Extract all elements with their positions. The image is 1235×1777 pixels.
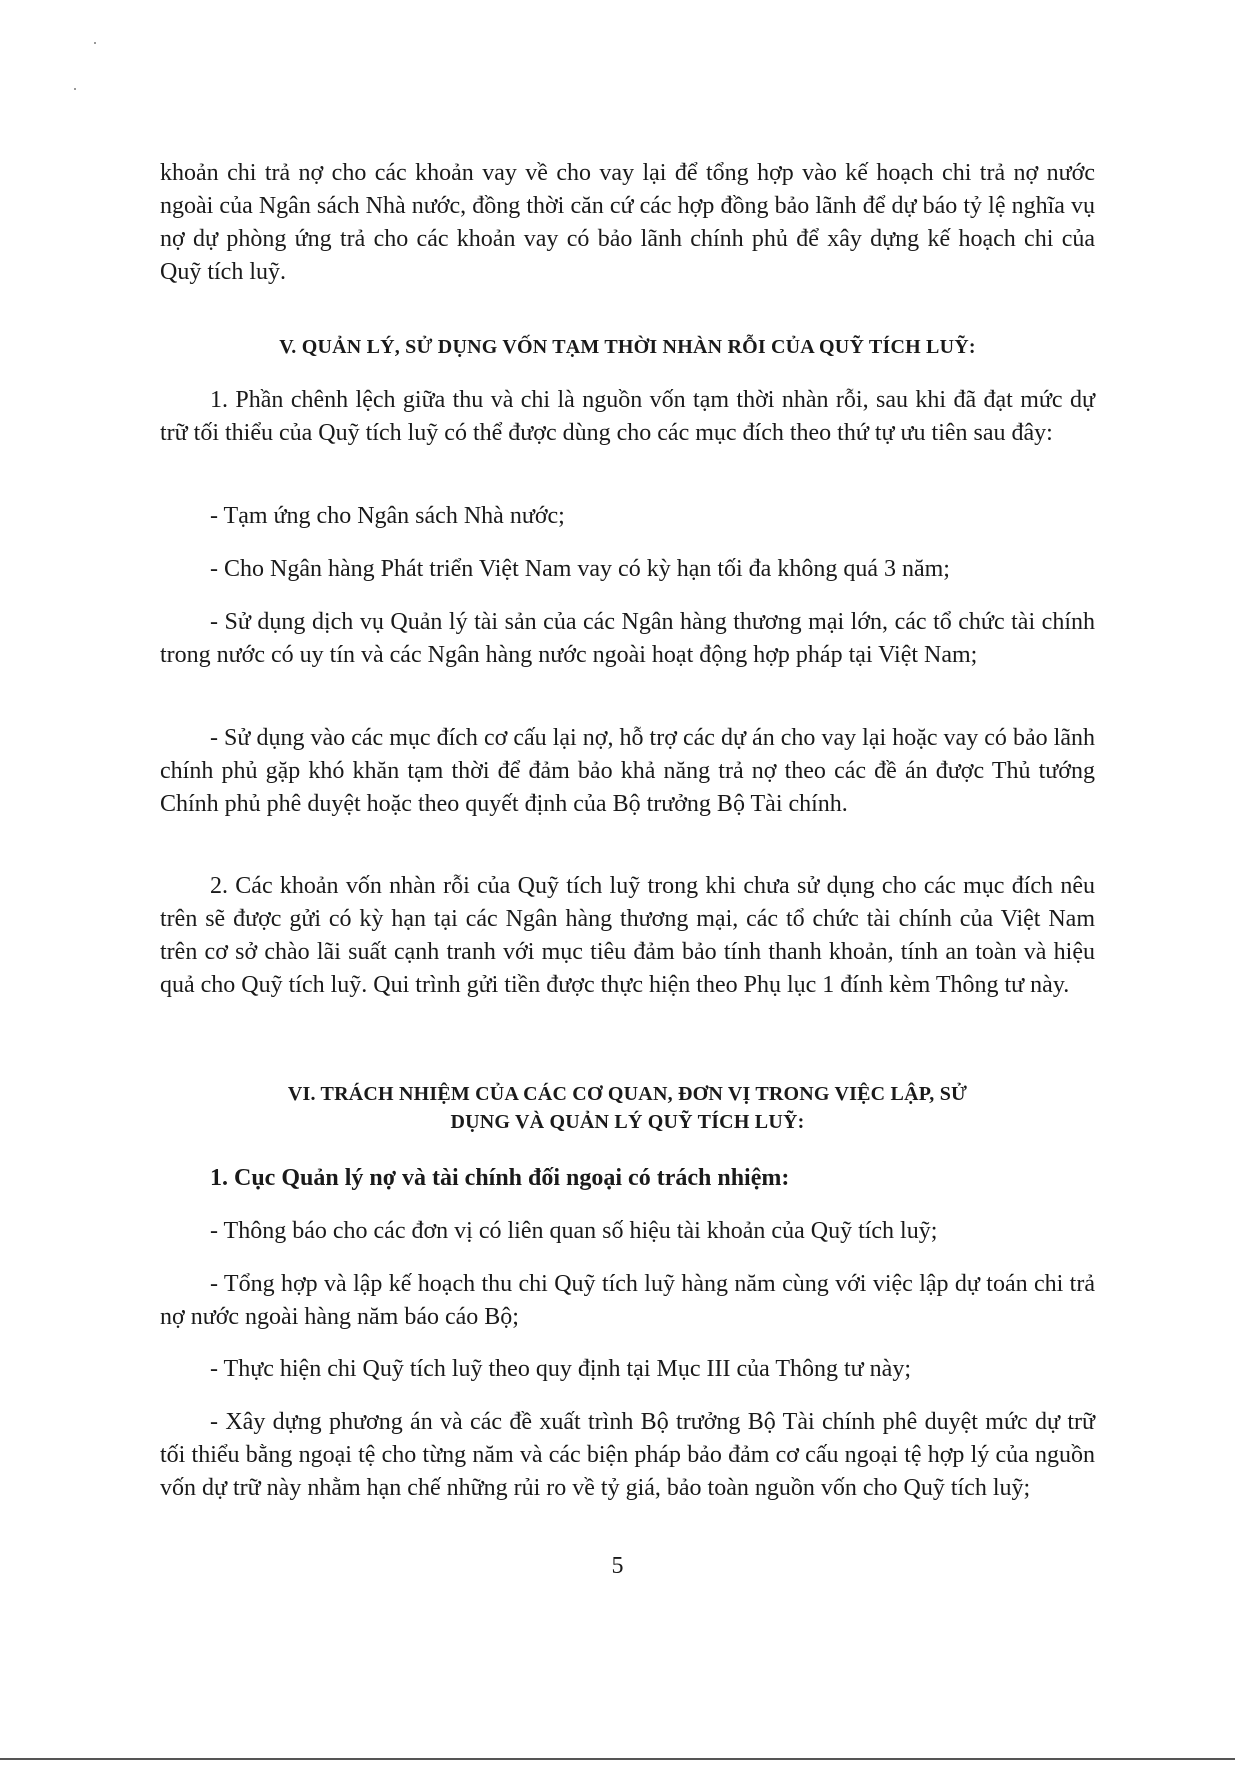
section-v-bullet-4-block — [160, 722, 1095, 821]
section-vi-bullet-4-block — [160, 1406, 1095, 1505]
section-vi-heading — [160, 1080, 1095, 1136]
section-vi-bullet-3-block — [160, 1353, 1095, 1386]
section-vi-heading-line-1: VI. TRÁCH NHIỆM CỦA CÁC CƠ QUAN, ĐƠN VỊ TRONG VIỆC LẬP, SỬ — [287, 1083, 968, 1105]
section-v-bullet-3: - Sử dụng dịch vụ Quản lý tài sản của các Ngân hàng thương mại lớn, các tổ chức tài chính trong nước có uy tín và các Ngân hàng nước ngoài hoạt động hợp pháp tại Việt Nam; — [160, 609, 1095, 668]
section-v-paragraph-2-block — [160, 870, 1095, 1002]
section-v-paragraph-1: 1. Phần chênh lệch giữa thu và chi là nguồn vốn tạm thời nhàn rỗi, sau khi đã đạt mức dự trữ tối thiểu của Quỹ tích luỹ có thể được dùng cho các mục đích theo thứ tự ưu tiên sau đây: — [160, 387, 1095, 446]
section-v-bullet-1: - Tạm ứng cho Ngân sách Nhà nước; — [210, 503, 565, 529]
section-vi-bullet-4: - Xây dựng phương án và các đề xuất trình Bộ trưởng Bộ Tài chính phê duyệt mức dự trữ tối thiểu bằng ngoại tệ cho từng năm và các biện pháp bảo đảm cơ cấu ngoại tệ hợp lý của nguồn vốn dự trữ này nhằm hạn chế những rủi ro về tỷ giá, bảo toàn nguồn vốn cho Quỹ tích luỹ; — [160, 1409, 1095, 1501]
scan-speck — [74, 88, 76, 90]
section-v-bullet-1-block — [160, 500, 1095, 533]
section-vi-bullet-3: - Thực hiện chi Quỹ tích luỹ theo quy định tại Mục III của Thông tư này; — [210, 1356, 911, 1382]
section-vi-bullet-2: - Tổng hợp và lập kế hoạch thu chi Quỹ tích luỹ hàng năm cùng với việc lập dự toán chi trả nợ nước ngoài hàng năm báo cáo Bộ; — [160, 1271, 1095, 1330]
section-v-bullet-4: - Sử dụng vào các mục đích cơ cấu lại nợ, hỗ trợ các dự án cho vay lại hoặc vay có bảo lãnh chính phủ gặp khó khăn tạm thời để đảm bảo khả năng trả nợ theo các đề án được Thủ tướng Chính phủ phê duyệt hoặc theo quyết định của Bộ trưởng Bộ Tài chính. — [160, 725, 1095, 817]
scan-bottom-edge — [0, 1758, 1235, 1760]
page-number: 5 — [611, 1553, 624, 1579]
section-v-bullet-3-block — [160, 606, 1095, 672]
section-v-paragraph-2: 2. Các khoản vốn nhàn rỗi của Quỹ tích luỹ trong khi chưa sử dụng cho các mục đích nêu trên sẽ được gửi có kỳ hạn tại các Ngân hàng thương mại, các tổ chức tài chính của Việt Nam trên cơ sở chào lãi suất cạnh tranh với mục tiêu đảm bảo tính thanh khoản, tính an toàn và hiệu quả cho Quỹ tích luỹ. Qui trình gửi tiền được thực hiện theo Phụ lục 1 đính kèm Thông tư này. — [160, 873, 1095, 998]
section-v-bullet-2: - Cho Ngân hàng Phát triển Việt Nam vay có kỳ hạn tối đa không quá 3 năm; — [210, 556, 950, 582]
section-v-paragraph-1-block — [160, 384, 1095, 450]
section-vi-bullet-2-block — [160, 1268, 1095, 1334]
section-vi-heading-line-2: DỤNG VÀ QUẢN LÝ QUỸ TÍCH LUỸ: — [450, 1111, 805, 1133]
section-vi-bullet-1-block — [160, 1215, 1095, 1248]
intro-paragraph: khoản chi trả nợ cho các khoản vay về cho vay lại để tổng hợp vào kế hoạch chi trả nợ nước ngoài của Ngân sách Nhà nước, đồng thời căn cứ các hợp đồng bảo lãnh để dự báo tỷ lệ nghĩa vụ nợ dự phòng ứng trả cho các khoản vay có bảo lãnh chính phủ để xây dựng kế hoạch chi của Quỹ tích luỹ. — [160, 160, 1095, 285]
intro-paragraph-block — [160, 157, 1095, 289]
section-vi-bullet-1: - Thông báo cho các đơn vị có liên quan số hiệu tài khoản của Quỹ tích luỹ; — [210, 1218, 938, 1244]
scan-speck — [94, 42, 96, 44]
section-vi-subheading: 1. Cục Quản lý nợ và tài chính đối ngoại có trách nhiệm: — [210, 1165, 790, 1191]
section-v-heading: V. QUẢN LÝ, SỬ DỤNG VỐN TẠM THỜI NHÀN RỖI CỦA QUỸ TÍCH LUỸ: — [279, 336, 976, 358]
section-v-bullet-2-block — [160, 553, 1095, 586]
